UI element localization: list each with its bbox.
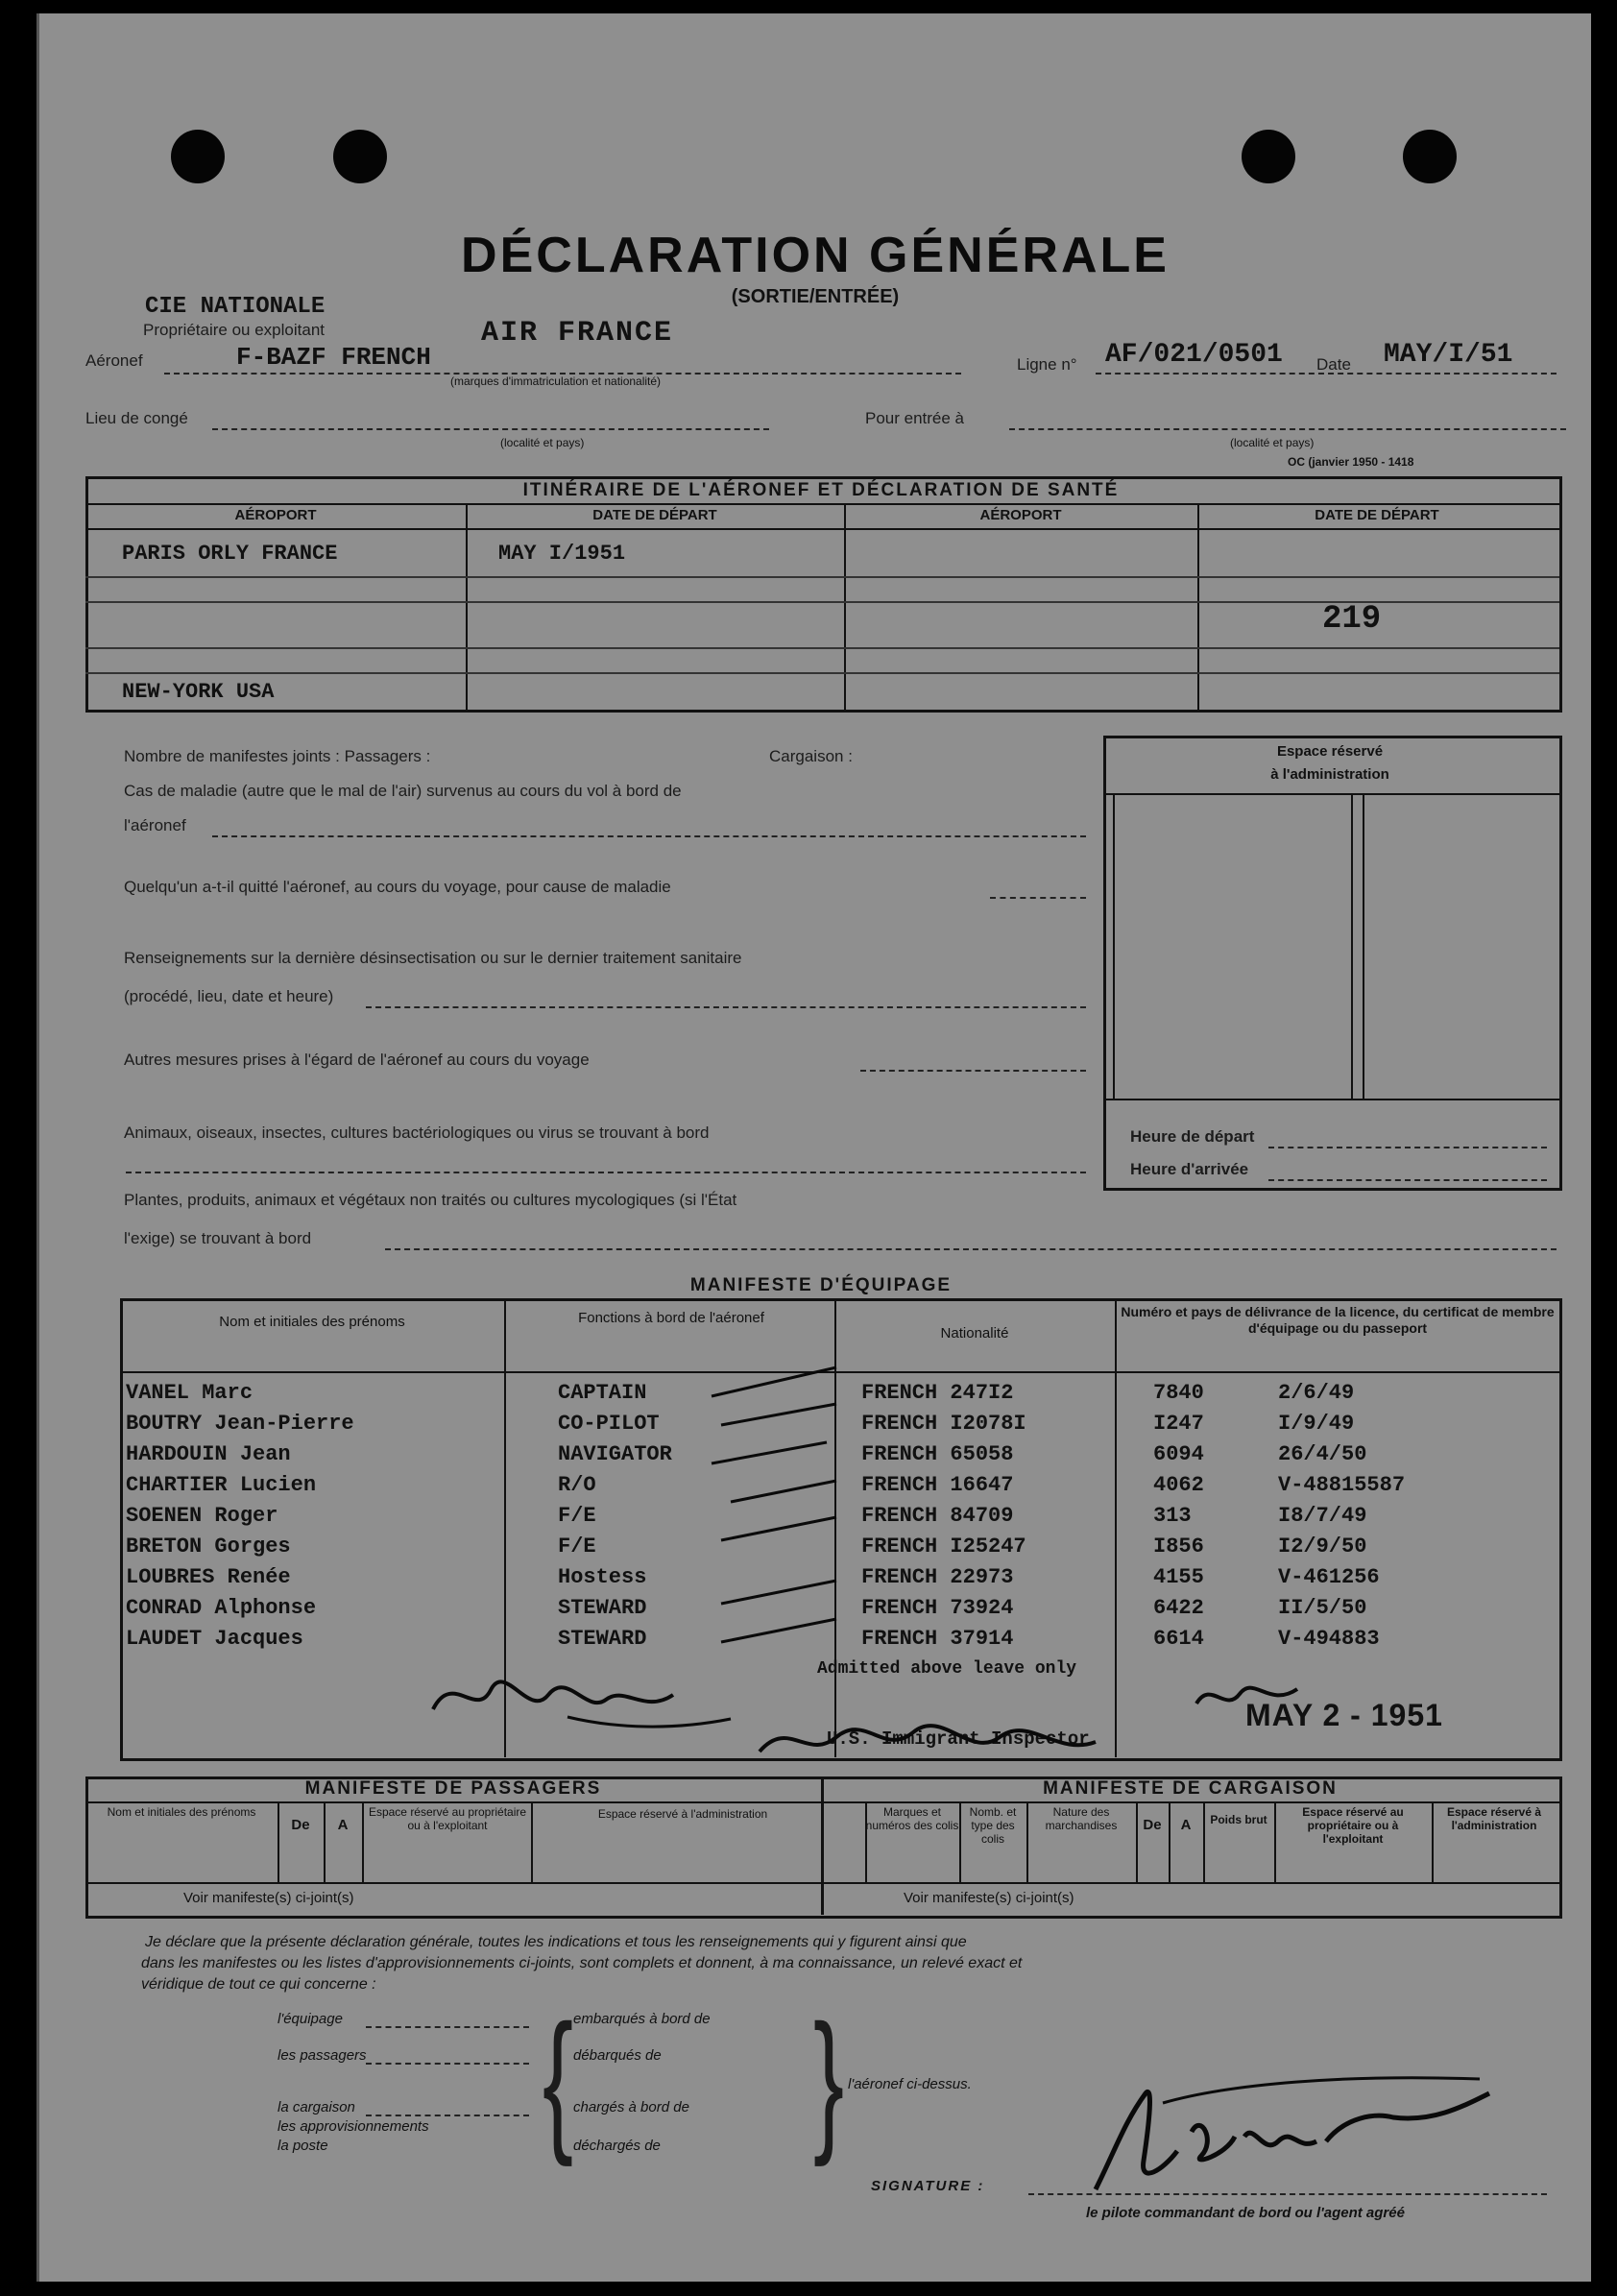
passengers-divider [362, 1801, 364, 1882]
crew-function: Hostess [558, 1565, 647, 1589]
crew-licence-date: 26/4/50 [1278, 1442, 1367, 1466]
manifests-footer-rule [85, 1882, 1559, 1884]
animals-question: Animaux, oiseaux, insectes, cultures bactériologiques ou virus se trouvant à bord [124, 1124, 710, 1142]
crew-licence-date: I/9/49 [1278, 1412, 1355, 1436]
crew-licence-date: II/5/50 [1278, 1596, 1367, 1620]
captain-signature [1057, 2065, 1508, 2209]
crew-name: BRETON Gorges [126, 1535, 291, 1559]
itinerary-heading: ITINÉRAIRE DE L'AÉRONEF ET DÉCLARATION DE SANTÉ [522, 480, 1120, 500]
crew-function: CAPTAIN [558, 1381, 647, 1405]
flight-line [1096, 373, 1557, 375]
animals-line [126, 1172, 1086, 1173]
passengers-see-attached: Voir manifeste(s) ci-joint(s) [183, 1890, 354, 1906]
departure-place-line [212, 428, 769, 430]
punch-hole [333, 130, 387, 183]
crew-licence-date: 2/6/49 [1278, 1381, 1355, 1405]
cargo-see-attached: Voir manifeste(s) ci-joint(s) [904, 1890, 1074, 1906]
cargo-col-admin: Espace réservé à l'administration [1446, 1805, 1542, 1832]
declaration-line-2: dans les manifestes ou les listes d'approvisionnements ci-joints, sont complets et donnent, à ma connaissance, un relevé exact et [141, 1955, 1023, 1971]
flight-value: AF/021/0501 [1105, 340, 1283, 370]
document-sheet [36, 13, 1591, 2282]
manifests-heading-rule [85, 1801, 1559, 1803]
crew-licence: 6094 [1153, 1442, 1204, 1466]
punch-hole [171, 130, 225, 183]
declaration-mail: la poste [278, 2138, 328, 2154]
cargo-col-weight: Poids brut [1210, 1813, 1267, 1826]
declaration-crew: l'équipage [278, 2011, 343, 2027]
declaration-brace: { [543, 1993, 574, 2168]
airline-name: AIR FRANCE [481, 317, 674, 350]
stamp-number: 219 [1322, 601, 1382, 638]
itinerary-row1-date: MAY I/1951 [498, 542, 626, 566]
punch-hole [1403, 130, 1457, 183]
itinerary-col-date-1: DATE DE DÉPART [592, 507, 717, 523]
illness-line [212, 835, 1086, 837]
stamp-date: MAY 2 - 1951 [1245, 1698, 1443, 1732]
itinerary-destination: NEW-YORK USA [122, 680, 275, 704]
arrival-place-line [1009, 428, 1566, 430]
crew-nationality: FRENCH I2078I [861, 1412, 1026, 1436]
crew-col-function: Fonctions à bord de l'aéronef [578, 1310, 764, 1326]
crew-licence: I856 [1153, 1535, 1204, 1559]
flight-label: Ligne n° [1017, 355, 1077, 374]
crew-function: NAVIGATOR [558, 1442, 672, 1466]
arrival-place-hint: (localité et pays) [1230, 436, 1315, 449]
crew-function: STEWARD [558, 1627, 647, 1651]
disinfection-line-2: (procédé, lieu, date et heure) [124, 987, 334, 1005]
declaration-passengers: les passagers [278, 2047, 367, 2064]
crew-nationality: FRENCH 247I2 [861, 1381, 1014, 1405]
cargo-col-nature: Nature des marchandises [1045, 1805, 1118, 1832]
crew-name: VANEL Marc [126, 1381, 253, 1405]
plants-line-2: l'exige) se trouvant à bord [124, 1229, 312, 1247]
declaration-brace-right: } [813, 1993, 845, 2168]
cargo-dots [366, 2115, 529, 2116]
crew-name: HARDOUIN Jean [126, 1442, 291, 1466]
crew-col-nationality: Nationalité [940, 1325, 1009, 1341]
declaration-embarked: embarqués à bord de [573, 2011, 711, 2027]
crew-licence-date: V-494883 [1278, 1627, 1380, 1651]
date-value: MAY/I/51 [1384, 340, 1513, 370]
declaration-unloaded: déchargés de [573, 2138, 661, 2154]
crew-nationality: FRENCH 16647 [861, 1473, 1014, 1497]
plants-line [385, 1248, 1557, 1250]
declaration-line-3: véridique de tout ce qui concerne : [141, 1976, 376, 1993]
cargo-col-de: De [1143, 1817, 1162, 1833]
crew-licence-date: I2/9/50 [1278, 1535, 1367, 1559]
crew-col-name: Nom et initiales des prénoms [219, 1314, 405, 1330]
departure-time-label: Heure de départ [1130, 1127, 1255, 1146]
crew-name: SOENEN Roger [126, 1504, 278, 1528]
crew-function: F/E [558, 1535, 596, 1559]
document-title: DÉCLARATION GÉNÉRALE [461, 228, 1170, 283]
crew-heading: MANIFESTE D'ÉQUIPAGE [689, 1275, 953, 1295]
disinfection-line [366, 1006, 1086, 1008]
left-aircraft-question: Quelqu'un a-t-il quitté l'aéronef, au cours du voyage, pour cause de maladie [124, 878, 671, 896]
cargo-divider [1169, 1801, 1171, 1882]
admin-heading-rule [1103, 793, 1559, 795]
aircraft-label: Aéronef [85, 351, 143, 370]
cargo-col-owner: Espace réservé au propriétaire ou à l'exploitant [1302, 1805, 1404, 1846]
passengers-col-de: De [291, 1817, 310, 1833]
cargo-divider [1136, 1801, 1138, 1882]
crew-tick-marks [692, 1358, 865, 1675]
admin-heading-1: Espace réservé [1276, 743, 1384, 760]
operator-label: Propriétaire ou exploitant [143, 321, 326, 339]
passengers-col-admin: Espace réservé à l'administration [597, 1807, 768, 1821]
stamp-inspector: U.S. Immigrant Inspector [827, 1728, 1090, 1750]
passengers-divider [324, 1801, 326, 1882]
itinerary-col-airport-2: AÉROPORT [979, 507, 1062, 523]
itinerary-col-airport-1: AÉROPORT [234, 507, 317, 523]
handwritten-initials [1192, 1675, 1307, 1723]
aircraft-value: F-BAZF FRENCH [236, 343, 431, 372]
crew-nationality: FRENCH 37914 [861, 1627, 1014, 1651]
departure-place-label: Lieu de congé [85, 409, 188, 427]
itinerary-row1-airport: PARIS ORLY FRANCE [122, 542, 338, 566]
illness-line-2: l'aéronef [124, 816, 186, 834]
declaration-loaded: chargés à bord de [573, 2099, 689, 2115]
arrival-time-line [1268, 1179, 1547, 1181]
cargo-col-marks: Marques et numéros des colis [865, 1805, 959, 1832]
crew-name: CHARTIER Lucien [126, 1473, 317, 1497]
itinerary-col-date-2: DATE DE DÉPART [1315, 507, 1439, 523]
crew-licence-date: V-48815587 [1278, 1473, 1406, 1497]
itinerary-row-rule [85, 576, 1559, 578]
manifest-count-label: Nombre de manifestes joints : Passagers : [124, 747, 431, 765]
crew-licence: 313 [1153, 1504, 1192, 1528]
declaration-supplies: les approvisionnements [278, 2118, 429, 2135]
crew-nationality: FRENCH 84709 [861, 1504, 1014, 1528]
crew-licence-date: V-461256 [1278, 1565, 1380, 1589]
inspector-signature [750, 1713, 1153, 1771]
departure-place-hint: (localité et pays) [500, 436, 585, 449]
crew-nationality: FRENCH 65058 [861, 1442, 1014, 1466]
cargo-count-label: Cargaison : [769, 747, 853, 765]
departure-time-line [1268, 1147, 1547, 1148]
admin-heading-2: à l'administration [1270, 766, 1389, 783]
left-aircraft-line [990, 897, 1086, 899]
crew-nationality: FRENCH 22973 [861, 1565, 1014, 1589]
signature-label: SIGNATURE : [871, 2178, 985, 2194]
passengers-divider [531, 1801, 533, 1882]
passengers-col-owner: Espace réservé au propriétaire ou à l'exploitant [368, 1805, 527, 1832]
declaration-cargo: la cargaison [278, 2099, 355, 2115]
arrival-place-label: Pour entrée à [865, 409, 965, 427]
itinerary-divider [1197, 503, 1199, 710]
crew-divider [1115, 1298, 1117, 1757]
crew-licence: 6614 [1153, 1627, 1204, 1651]
crew-col-licence: Numéro et pays de délivrance de la licence, du certificat de membre d'équipage ou du passeport [1121, 1304, 1555, 1336]
declaration-disembarked: débarqués de [573, 2047, 662, 2064]
crew-function: F/E [558, 1504, 596, 1528]
crew-name: LOUBRES Renée [126, 1565, 291, 1589]
admin-divider [1363, 793, 1364, 1099]
passengers-heading: MANIFESTE DE PASSAGERS [304, 1778, 602, 1799]
date-label: Date [1316, 355, 1351, 374]
other-measures-line [860, 1070, 1086, 1072]
form-reference: OC (janvier 1950 - 1418 [1288, 455, 1414, 469]
crew-nationality: FRENCH 73924 [861, 1596, 1014, 1620]
crew-licence: 7840 [1153, 1381, 1204, 1405]
signer-label: le pilote commandant de bord ou l'agent agréé [1086, 2205, 1405, 2221]
cargo-col-a: A [1180, 1817, 1192, 1833]
admin-reserved-box [1103, 736, 1562, 1191]
disinfection-line-1: Renseignements sur la dernière désinsectisation ou sur le dernier traitement sanitaire [124, 949, 742, 967]
passenger-dots [366, 2063, 529, 2065]
signature-line [1028, 2193, 1547, 2195]
crew-dots [366, 2026, 529, 2028]
crew-licence-date: I8/7/49 [1278, 1504, 1367, 1528]
document-subtitle: (SORTIE/ENTRÉE) [731, 286, 900, 307]
admin-bottom-rule [1103, 1099, 1559, 1100]
admin-divider [1351, 793, 1353, 1099]
declaration-aircraft: l'aéronef ci-dessus. [848, 2076, 972, 2092]
aircraft-line [164, 373, 961, 375]
crew-nationality: FRENCH I25247 [861, 1535, 1026, 1559]
passengers-col-a: A [337, 1817, 349, 1833]
itinerary-row-rule [85, 647, 1559, 649]
crew-licence: 4155 [1153, 1565, 1204, 1589]
cargo-col-count: Nomb. et type des colis [969, 1805, 1017, 1846]
crew-name: CONRAD Alphonse [126, 1596, 317, 1620]
passengers-col-name: Nom et initiales des prénoms [107, 1805, 256, 1819]
arrival-time-label: Heure d'arrivée [1130, 1160, 1249, 1178]
declaration-line-1: Je déclare que la présente déclaration générale, toutes les indications et tous les renseignements qui y figurent ainsi que [145, 1934, 967, 1950]
admin-divider [1113, 793, 1115, 1099]
crew-licence: 6422 [1153, 1596, 1204, 1620]
crew-name: LAUDET Jacques [126, 1627, 303, 1651]
cargo-heading: MANIFESTE DE CARGAISON [1043, 1778, 1338, 1799]
crew-licence: 4062 [1153, 1473, 1204, 1497]
crew-name: BOUTRY Jean-Pierre [126, 1412, 354, 1436]
aircraft-hint: (marques d'immatriculation et nationalité) [450, 375, 662, 388]
other-measures: Autres mesures prises à l'égard de l'aéronef au cours du voyage [124, 1051, 590, 1069]
stamp-admitted: Admitted above leave only [817, 1659, 1077, 1679]
passengers-divider [278, 1801, 279, 1882]
illness-line-1: Cas de maladie (autre que le mal de l'air) survenus au cours du vol à bord de [124, 782, 682, 800]
crew-function: CO-PILOT [558, 1412, 660, 1436]
itinerary-row-rule [85, 672, 1559, 674]
operator-value: CIE NATIONALE [145, 294, 326, 320]
itinerary-divider [466, 503, 468, 710]
crew-function: R/O [558, 1473, 596, 1497]
punch-hole [1242, 130, 1295, 183]
crew-licence: I247 [1153, 1412, 1204, 1436]
plants-line-1: Plantes, produits, animaux et végétaux non traités ou cultures mycologiques (si l'État [124, 1191, 737, 1209]
itinerary-header-rule [85, 528, 1559, 530]
itinerary-divider [844, 503, 846, 710]
itinerary-heading-rule [85, 503, 1559, 505]
crew-function: STEWARD [558, 1596, 647, 1620]
